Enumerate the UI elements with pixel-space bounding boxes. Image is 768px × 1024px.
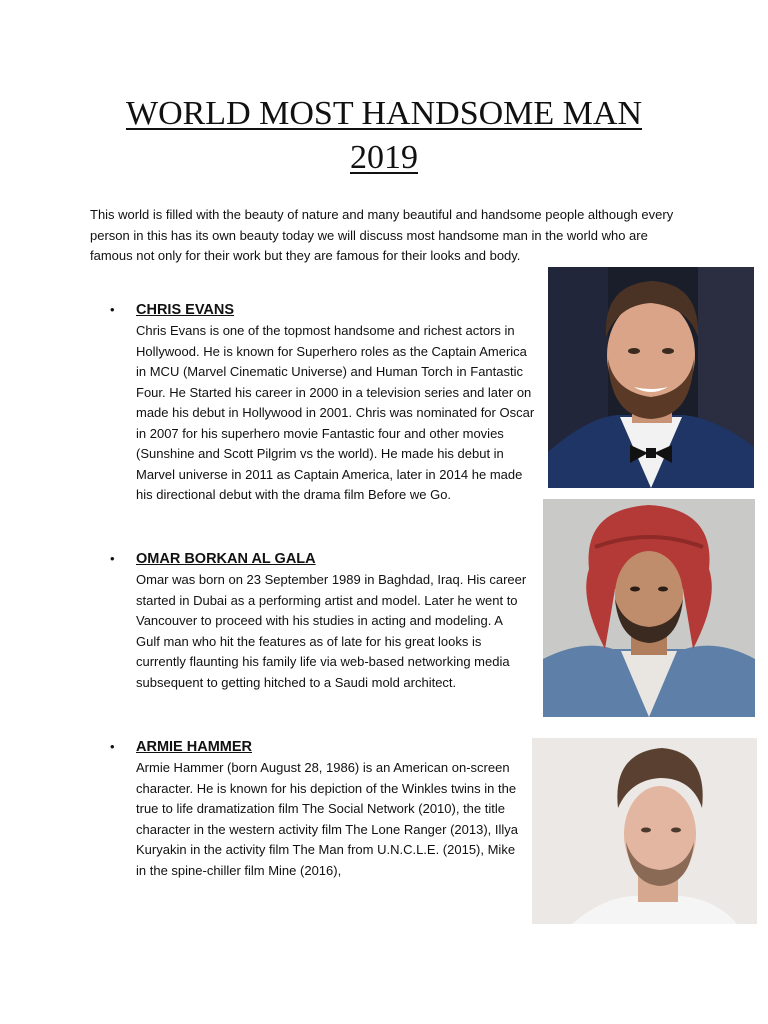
intro-paragraph: This world is filled with the beauty of nature and many beautiful and handsome people although every person in this has its own beauty today we will discuss most handsome man in the world who are famous not only for their work but they are famous for their looks and body. [90, 207, 674, 263]
section-body: Armie Hammer (born August 28, 1986) is an American on-screen character. He is known for his depiction of the Winkles twins in the true to life dramatization film The Social Network (2010), the title character in the western activity film The Lone Ranger (2013), Illya Kuryakin in the activity film The Man from U.N.C.L.E. (2015), Mike in the spine-chiller film Mine (2016), [136, 760, 518, 878]
bullet-icon: • [110, 739, 115, 754]
portrait-photo-icon [548, 267, 754, 488]
portrait-photo-icon [543, 499, 755, 717]
omar-borkan-al-gala-photo [543, 499, 755, 717]
section-heading: CHRIS EVANS [136, 302, 235, 318]
bullet-icon: • [110, 551, 115, 566]
document-title [0, 92, 768, 180]
section-body: Omar was born on 23 September 1989 in Baghdad, Iraq. His career started in Dubai as a performing artist and model. Later he went to Vancouver to proceed with his studies in acting and modeling. A Gulf man who hit the features as of late for his great looks is currently flaunting his family life via web-based networking media subsequent to getting hitched to a Saudi mold architect. [136, 572, 527, 690]
chris-evans-photo [548, 267, 754, 488]
section-heading: ARMIE HAMMER [136, 739, 252, 755]
portrait-photo-icon [532, 738, 757, 924]
title-line-1: WORLD MOST HANDSOME MAN [125, 95, 642, 132]
section-body: Chris Evans is one of the topmost handsome and richest actors in Hollywood. He is known for Superhero roles as the Captain America in MCU (Marvel Cinematic Universe) and Human Torch in Fantastic Four. He Started his career in 2000 in a television series and later on made his debut in Hollywood in 2001. Chris was nominated for Oscar in 2007 for his superhero movie Fantastic four and other movies (Sunshine and Scott Pilgrim vs the world). He made his debut in Marvel universe in 2011 as Captain America, later in 2014 he made his directional debut with the drama film Before we Go. [136, 323, 535, 502]
bullet-icon: • [110, 302, 115, 317]
section-heading: OMAR BORKAN AL GALA [136, 551, 316, 567]
armie-hammer-photo [532, 738, 757, 924]
title-line-2: 2019 [350, 139, 418, 176]
